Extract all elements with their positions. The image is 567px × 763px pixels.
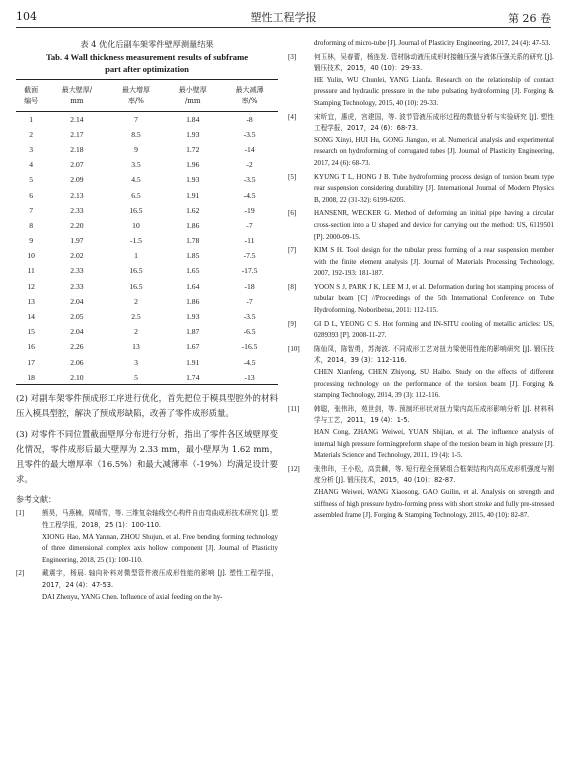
table-cell: 2.33 bbox=[70, 266, 84, 276]
reference-number: [2] bbox=[16, 569, 25, 578]
table-cell: 2.04 bbox=[70, 296, 84, 306]
table-cell: 7 bbox=[29, 205, 34, 215]
table-cell: 1.62 bbox=[186, 205, 200, 215]
reference-number: [3] bbox=[288, 52, 297, 61]
reference-text-cn: 陈仙凤，陈智勇，苏海波. 不同成形工艺对扭力梁使用性能的影响研究 [J]. 锻压技术，2014，39 (3)：112-116. bbox=[314, 344, 554, 365]
table-cell: 1 bbox=[134, 251, 138, 261]
table-cell: 5 bbox=[29, 175, 34, 185]
table-cell: 1.91 bbox=[186, 357, 200, 367]
reference-number: [6] bbox=[288, 209, 297, 218]
table-cell: 2 bbox=[134, 296, 138, 306]
table-row bbox=[16, 127, 278, 142]
table-cell: 3.5 bbox=[131, 160, 141, 170]
reference-item bbox=[16, 508, 278, 566]
reference-number: [12] bbox=[288, 464, 300, 473]
header-line: 编号 bbox=[24, 97, 39, 105]
table-cell: 2.07 bbox=[70, 160, 84, 170]
reference-text-en: YOON S J, PARK J K, LEE M J, et al. Deformation during hot stamping process of tubular beam [C] //Proceedings of the 5th International Conference on Tube Hydroforming. Noboribetsu, 2011: 112-115. bbox=[314, 282, 554, 315]
table-cell: 2.10 bbox=[46, 370, 107, 385]
table-cell: 1.65 bbox=[186, 266, 200, 276]
table-header-cell bbox=[46, 80, 107, 112]
table-cell: 3 bbox=[134, 357, 138, 367]
table-caption-en bbox=[16, 51, 278, 75]
header-line: 率/% bbox=[127, 97, 144, 105]
table-cell: 1 bbox=[29, 114, 34, 124]
reference-number: [11] bbox=[288, 404, 300, 413]
reference-text-en: KYUNG T L, HONG J B. Tube hydroforming process design of torsion beam type rear suspension considering durability [J]. International Journal of Modern Physics B, 2008, 22 (31-32): 6199-6205. bbox=[314, 172, 554, 204]
table-row bbox=[16, 218, 278, 233]
table-cell: 1.78 bbox=[186, 236, 200, 246]
reference-text-en: HANSENR, WECKER G. Method of deforming an initial pipe having a circular cross-section into a U shaped and device for carrying out the method: US, 6119501 [P]. 2000-09-15. bbox=[314, 209, 554, 241]
table-cell: -7.5 bbox=[243, 251, 256, 261]
table-cell: 1.87 bbox=[186, 327, 200, 337]
reference-text-en: XIONG Hao, MA Yannan, ZHOU Shujun, et al. Free bending forming technology of three dimensional complex axis hollow component [J]. Journal of Plasticity Engineering, 2018, 25 (1): 100-110. bbox=[42, 532, 278, 564]
table-cell: 10 bbox=[27, 251, 35, 261]
table-row bbox=[16, 309, 278, 324]
table-cell: -11 bbox=[244, 236, 255, 246]
table-cell: 16.5 bbox=[129, 266, 143, 276]
reference-item bbox=[288, 344, 554, 402]
header-line: mm bbox=[70, 97, 84, 105]
table-cell: 2.05 bbox=[70, 312, 84, 322]
reference-text-en: ZHANG Weiwei, WANG Xiaosong, GAO Guilin, et al. Analysis on strength and stiffness of high pressure hydro-forming press with short stroke and fully pre-stressed assembled frame [J]. Forging & Stamping Technology, 2015, 40 (10): 82-87. bbox=[314, 487, 554, 520]
reference-number: [7] bbox=[288, 246, 297, 255]
table-cell: 1.93 bbox=[186, 175, 200, 185]
table-cell: 1.85 bbox=[186, 251, 200, 261]
reference-item bbox=[288, 464, 554, 522]
table-cell: 16.5 bbox=[129, 281, 143, 291]
reference-item bbox=[288, 208, 554, 243]
table-cell: 2.04 bbox=[70, 327, 84, 337]
table-header-cell bbox=[16, 80, 46, 112]
table-cell: 5 bbox=[108, 370, 165, 385]
table-cell: 1.91 bbox=[186, 190, 200, 200]
reference-text-en: KIM S H. Tool design for the tubular press forming of a rear suspension member with the finite element analysis [J]. Journal of Materials Processing Technology, 2007, 192-193: 181-187. bbox=[314, 246, 554, 278]
table-cell: 9 bbox=[134, 144, 138, 154]
table-cell: 16 bbox=[27, 342, 35, 352]
reference-item bbox=[288, 404, 554, 462]
table-cell: 9 bbox=[29, 236, 34, 246]
conclusion-paragraph: (3) 对零件不同位置截面壁厚分布进行分析，指出了零件各区域壁厚变化情况，零件成形后最大壁厚为 2.33 mm，最小壁厚为 1.62 mm，且零件的最大增厚率（16.5%）和最大减薄率（-19%）均满足设计要求。 bbox=[16, 429, 278, 485]
header-line: 最大增厚 bbox=[121, 86, 150, 94]
reference-text-cn: 宋昕宜，惠虎，宫建国，等. 波节管液压成形过程的数值分析与实验研究 [J]. 塑性工程学报，2017，24 (6)：68-73. bbox=[314, 112, 554, 133]
table-cell: -19 bbox=[244, 205, 255, 215]
reference-text-cn: 戴震宇，杨晨. 轴向补料对微型管件液压成形性能的影响 [J]. 塑性工程学报，2017，24 (4)：47-53. bbox=[42, 569, 278, 589]
table-cell: 1.96 bbox=[186, 160, 200, 170]
table-cell: -17.5 bbox=[241, 266, 258, 276]
table-cell: 13 bbox=[132, 342, 140, 352]
reference-text-en: SONG Xinyi, HUI Hu, GONG Jianguo, et al. Numerical analysis and experimental research on hydroforming of corrugated tubes [J]. Journal of Plasticity Engineering, 2017, 24 (6): 68-73. bbox=[314, 135, 554, 167]
references-heading: 参考文献： bbox=[16, 495, 56, 505]
table-cell: -16.5 bbox=[241, 342, 258, 352]
table-header-cell bbox=[221, 80, 278, 112]
reference-text-en: CHEN Xianfeng, CHEN Zhiyong, SU Haibo. Study on the effects of different processing technology on the performance of the torsion beam [J]. Forging & stamping Technology, 2014, 39 (3): 112-116. bbox=[314, 368, 554, 400]
header-line: 最大减薄 bbox=[235, 86, 264, 94]
table-cell: 15 bbox=[27, 327, 35, 337]
table-cell: -6.5 bbox=[243, 327, 256, 337]
table-cell: 1.86 bbox=[186, 296, 200, 306]
reference-number: [10] bbox=[288, 344, 300, 353]
table-cell: 1.67 bbox=[186, 342, 200, 352]
reference-item bbox=[288, 38, 554, 50]
page-header bbox=[16, 8, 551, 26]
table-cell: 1.64 bbox=[186, 281, 200, 291]
table-cell: 14 bbox=[27, 312, 35, 322]
table-cell: -18 bbox=[244, 281, 255, 291]
reference-text-en: droforming of micro-tube [J]. Journal of Plasticity Engineering, 2017, 24 (4): 47-53. bbox=[314, 39, 551, 47]
page-number: 104 bbox=[16, 10, 37, 23]
table-cell: 2.26 bbox=[70, 342, 84, 352]
table-cell: 1.74 bbox=[164, 370, 221, 385]
table-cell: 2.17 bbox=[70, 129, 84, 139]
header-line: 最小壁厚 bbox=[178, 86, 207, 94]
table-row bbox=[16, 112, 278, 127]
header-line: 最大壁厚/ bbox=[61, 86, 93, 94]
reference-text-cn: 熊昊，马燕楠，周晴雪，等. 三维复杂轴线空心构件自由弯曲成形技术研究 [J]. 塑性工程学报，2018，25 (1)：100-110. bbox=[42, 509, 278, 529]
table-cell: 16.5 bbox=[129, 205, 143, 215]
thickness-table bbox=[16, 79, 278, 385]
table-caption-en-line2: part after optimization bbox=[105, 64, 189, 74]
table-cell: -3.5 bbox=[243, 175, 256, 185]
reference-text-en: HAN Cong, ZHANG Weiwei, YUAN Shijian, et al. The influence analysis of internal high pressure formingpreform shape of the torsion beam in high pressure [J]. Materials Science and Technology, 2011, 19 (4): 1-5. bbox=[314, 428, 554, 460]
reference-text-en: HE Yulin, WU Chunlei, YANG Lianfa. Research on the relationship of contact pressure and hydraulic pressure in the tube pulsating hydroforming [J]. Forging & Stamping Technology, 2015, 40 (10): 29-33. bbox=[314, 75, 554, 107]
table-cell: 2 bbox=[29, 129, 34, 139]
table-cell: 2.14 bbox=[70, 114, 84, 124]
table-cell: 2.02 bbox=[70, 251, 84, 261]
table-row bbox=[16, 233, 278, 248]
table-header-cell bbox=[108, 80, 165, 112]
table-row bbox=[16, 142, 278, 157]
table-cell: 2.06 bbox=[70, 357, 84, 367]
table-cell: -4.5 bbox=[243, 357, 256, 367]
references-left bbox=[16, 508, 278, 603]
table-cell: 1.84 bbox=[186, 114, 200, 124]
table-row bbox=[16, 324, 278, 339]
right-column bbox=[288, 38, 554, 524]
table-cell: -3.5 bbox=[243, 312, 256, 322]
references-right bbox=[288, 38, 554, 522]
table-cell: 1.97 bbox=[70, 236, 84, 246]
table-row bbox=[16, 370, 278, 385]
table-cell: -1.5 bbox=[129, 236, 142, 246]
table-cell: 1.93 bbox=[186, 312, 200, 322]
table-cell: 10 bbox=[132, 220, 140, 230]
table-cell: 8.5 bbox=[131, 129, 141, 139]
table-row bbox=[16, 203, 278, 218]
reference-item bbox=[288, 52, 554, 110]
reference-item bbox=[288, 319, 554, 342]
table-row bbox=[16, 248, 278, 263]
table-row bbox=[16, 263, 278, 278]
table-cell: -8 bbox=[246, 114, 253, 124]
table-cell: 11 bbox=[27, 266, 35, 276]
table-row bbox=[16, 339, 278, 354]
table-row bbox=[16, 279, 278, 294]
table-cell: 6 bbox=[29, 190, 34, 200]
reference-number: [4] bbox=[288, 112, 297, 121]
reference-text-cn: 何玉林，吴春蕾，杨连发. 管材脉动液压成形时接触压强与液体压强关系的研究 [J]. 锻压技术，2015，40 (10)：29-33. bbox=[314, 52, 554, 73]
reference-text-en: DAI Zhenyu, YANG Chen. Influence of axial feeding on the hy- bbox=[42, 592, 223, 601]
conclusions bbox=[16, 391, 278, 487]
table-cell: 8 bbox=[29, 220, 34, 230]
table-body bbox=[16, 112, 278, 385]
reference-item bbox=[16, 568, 278, 603]
table-cell: 2.33 bbox=[70, 281, 84, 291]
table-header-row bbox=[16, 80, 278, 112]
reference-number: [5] bbox=[288, 172, 297, 181]
table-cell: -7 bbox=[246, 220, 253, 230]
reference-number: [1] bbox=[16, 509, 25, 518]
table-cell: 2.13 bbox=[70, 190, 84, 200]
table-cell: -4.5 bbox=[243, 190, 256, 200]
reference-item bbox=[288, 112, 554, 170]
reference-item bbox=[288, 245, 554, 280]
reference-text-en: GI D L, YEONG C S. Hot forming and IN-SITU cooling of metallic articles: US, 0289393 [P]. 2008-11-27. bbox=[314, 319, 554, 340]
table-cell: 1.72 bbox=[186, 144, 200, 154]
conclusion-paragraph: (2) 对副车架零件预成形工序进行优化，首先把位于模具型腔外的材料压入模具型腔，解决了预成形缺陷，改善了零件成形质量。 bbox=[16, 393, 278, 419]
table-cell: 4.5 bbox=[131, 175, 141, 185]
header-divider bbox=[16, 27, 551, 28]
table-cell: 12 bbox=[27, 281, 35, 291]
reference-text-cn: 张伟玮，王小松，高贵麟，等. 短行程全预紧组合框架结构内高压成形机强度与刚度分析 [J]. 锻压技术，2015，40 (10)：82-87. bbox=[314, 464, 554, 485]
table-cell: 6.5 bbox=[131, 190, 141, 200]
volume-label: 第 26 卷 bbox=[508, 12, 551, 25]
table-cell: 2.18 bbox=[70, 144, 84, 154]
reference-item bbox=[288, 172, 554, 207]
table-cell: 3 bbox=[29, 144, 34, 154]
reference-number: [9] bbox=[288, 319, 297, 328]
reference-number: [8] bbox=[288, 282, 297, 291]
table-row bbox=[16, 294, 278, 309]
table-cell: 2.5 bbox=[131, 312, 141, 322]
table-caption-en-line1: Tab. 4 Wall thickness measurement results of subframe bbox=[45, 52, 249, 62]
header-line: /mm bbox=[184, 97, 201, 105]
journal-title: 塑性工程学报 bbox=[250, 11, 317, 24]
header-line: 截面 bbox=[24, 86, 39, 94]
table-cell: 2 bbox=[134, 327, 138, 337]
left-column bbox=[16, 38, 278, 605]
table-cell: 17 bbox=[27, 357, 35, 367]
table-caption-cn: 表 4 优化后副车架零件壁厚测量结果 bbox=[80, 39, 214, 49]
table-cell: 2.09 bbox=[70, 175, 84, 185]
table-cell: 1.86 bbox=[186, 220, 200, 230]
table-cell: 4 bbox=[29, 160, 34, 170]
table-row bbox=[16, 172, 278, 187]
table-row bbox=[16, 355, 278, 370]
header-line: 率/% bbox=[241, 97, 258, 105]
reference-text-cn: 韩聪，张伟玮，苑世剑，等. 预制坯形状对扭力梁内高压成形影响分析 [J]. 材料科学与工艺，2011，19 (4)：1-5. bbox=[314, 404, 554, 425]
table-row bbox=[16, 157, 278, 172]
table-header-cell bbox=[164, 80, 221, 112]
table-cell: -2 bbox=[246, 160, 253, 170]
reference-item bbox=[288, 282, 554, 317]
table-cell: 7 bbox=[134, 114, 138, 124]
table-cell: -3.5 bbox=[243, 129, 256, 139]
table-cell: 18 bbox=[16, 370, 46, 385]
table-cell: 1.93 bbox=[186, 129, 200, 139]
table-cell: 2.33 bbox=[70, 205, 84, 215]
table-cell: -13 bbox=[221, 370, 278, 385]
table-cell: -7 bbox=[246, 296, 253, 306]
table-cell: -14 bbox=[244, 144, 255, 154]
table-row bbox=[16, 187, 278, 202]
table-cell: 13 bbox=[27, 296, 35, 306]
table-cell: 2.20 bbox=[70, 220, 84, 230]
